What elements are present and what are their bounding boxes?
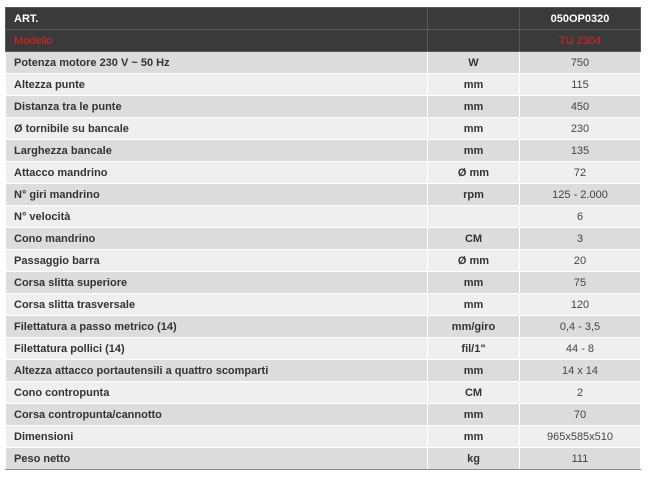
spec-label: Filettatura a passo metrico (14) — [6, 316, 428, 338]
table-row — [6, 448, 641, 470]
table-row — [6, 404, 641, 426]
art-unit-cell — [428, 8, 520, 30]
table-row — [6, 382, 641, 404]
spec-value: 450 — [520, 96, 641, 118]
spec-label: Larghezza bancale — [6, 140, 428, 162]
header-row-art — [6, 8, 641, 30]
spec-label: Potenza motore 230 V ~ 50 Hz — [6, 52, 428, 74]
table-header — [6, 8, 641, 52]
spec-label: Ø tornibile su bancale — [6, 118, 428, 140]
table-row — [6, 206, 641, 228]
spec-unit: CM — [428, 228, 520, 250]
spec-label: Altezza attacco portautensili a quattro scomparti — [6, 360, 428, 382]
spec-unit: mm — [428, 294, 520, 316]
spec-label: Distanza tra le punte — [6, 96, 428, 118]
spec-value: 2 — [520, 382, 641, 404]
spec-value: 70 — [520, 404, 641, 426]
table-row — [6, 272, 641, 294]
spec-unit: mm — [428, 140, 520, 162]
spec-value: 230 — [520, 118, 641, 140]
spec-unit: rpm — [428, 184, 520, 206]
spec-value: 111 — [520, 448, 641, 470]
table-row — [6, 338, 641, 360]
spec-label: Corsa contropunta/cannotto — [6, 404, 428, 426]
spec-unit: W — [428, 52, 520, 74]
spec-unit — [428, 206, 520, 228]
table-row — [6, 426, 641, 448]
spec-value: 120 — [520, 294, 641, 316]
table-row — [6, 140, 641, 162]
model-label: Modello — [6, 30, 428, 52]
model-value: TU 2304 — [520, 30, 641, 52]
spec-unit: mm — [428, 426, 520, 448]
table-row — [6, 52, 641, 74]
spec-label: Corsa slitta superiore — [6, 272, 428, 294]
table-row — [6, 294, 641, 316]
spec-label: Cono mandrino — [6, 228, 428, 250]
spec-label: N° velocità — [6, 206, 428, 228]
spec-unit: fil/1" — [428, 338, 520, 360]
spec-value: 20 — [520, 250, 641, 272]
spec-unit: mm — [428, 360, 520, 382]
spec-value: 965x585x510 — [520, 426, 641, 448]
spec-value: 135 — [520, 140, 641, 162]
spec-label: Altezza punte — [6, 74, 428, 96]
spec-unit: mm — [428, 74, 520, 96]
table-row — [6, 250, 641, 272]
spec-unit: mm/giro — [428, 316, 520, 338]
spec-value: 750 — [520, 52, 641, 74]
spec-value: 75 — [520, 272, 641, 294]
spec-unit: mm — [428, 96, 520, 118]
spec-label: Attacco mandrino — [6, 162, 428, 184]
spec-unit: mm — [428, 272, 520, 294]
spec-label: N° giri mandrino — [6, 184, 428, 206]
spec-unit: Ø mm — [428, 250, 520, 272]
table-row — [6, 96, 641, 118]
art-code: 050OP0320 — [520, 8, 641, 30]
table-row — [6, 316, 641, 338]
spec-value: 6 — [520, 206, 641, 228]
spec-unit: CM — [428, 382, 520, 404]
spec-value: 72 — [520, 162, 641, 184]
spec-unit: mm — [428, 118, 520, 140]
spec-value: 14 x 14 — [520, 360, 641, 382]
spec-value: 0,4 - 3,5 — [520, 316, 641, 338]
header-row-model — [6, 30, 641, 52]
spec-value: 3 — [520, 228, 641, 250]
table-row — [6, 74, 641, 96]
spec-value: 125 - 2.000 — [520, 184, 641, 206]
spec-label: Peso netto — [6, 448, 428, 470]
spec-value: 44 - 8 — [520, 338, 641, 360]
table-row — [6, 162, 641, 184]
table-row — [6, 184, 641, 206]
spec-unit: kg — [428, 448, 520, 470]
table-row — [6, 118, 641, 140]
spec-unit: Ø mm — [428, 162, 520, 184]
spec-label: Cono contropunta — [6, 382, 428, 404]
spec-label: Corsa slitta trasversale — [6, 294, 428, 316]
spec-label: Passaggio barra — [6, 250, 428, 272]
spec-label: Filettatura pollici (14) — [6, 338, 428, 360]
art-label: ART. — [6, 8, 428, 30]
spec-value: 115 — [520, 74, 641, 96]
table-row — [6, 228, 641, 250]
spec-label: Dimensioni — [6, 426, 428, 448]
table-body — [6, 52, 641, 470]
table-row — [6, 360, 641, 382]
specifications-table — [5, 7, 641, 470]
model-unit-cell — [428, 30, 520, 52]
spec-unit: mm — [428, 404, 520, 426]
